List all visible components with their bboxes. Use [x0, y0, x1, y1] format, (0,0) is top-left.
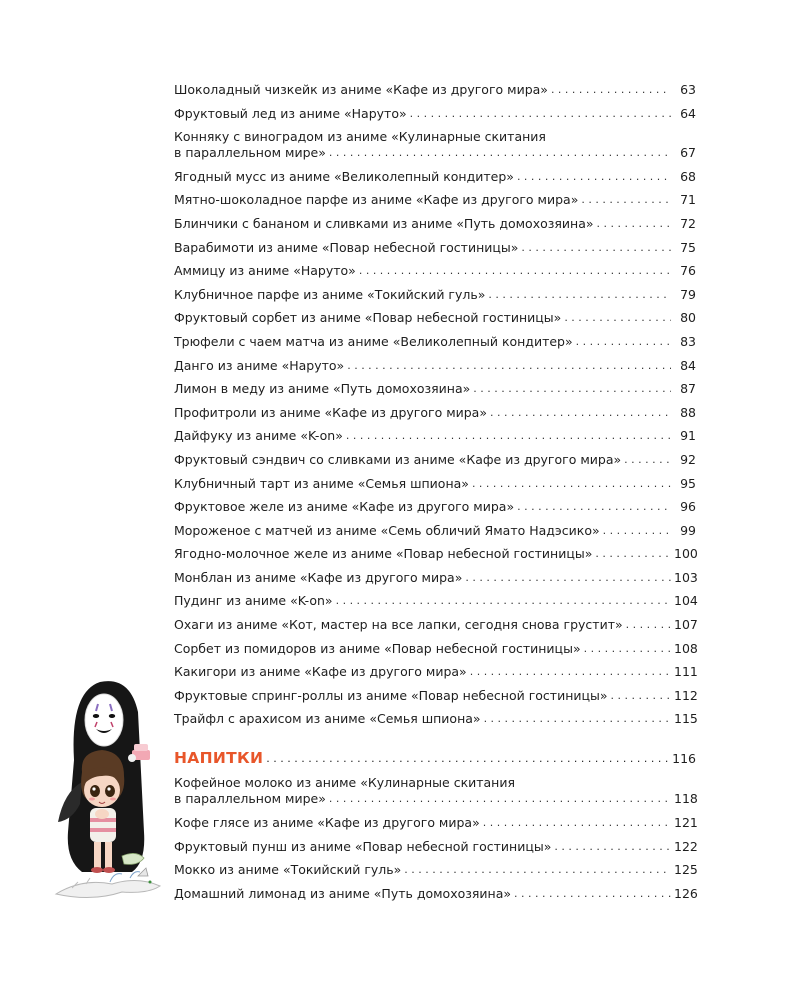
page-number: 79	[680, 286, 696, 302]
drink-entries-list	[174, 775, 696, 901]
toc-entry[interactable]	[174, 711, 696, 727]
toc-entry[interactable]	[174, 815, 696, 831]
page-number: 96	[680, 499, 696, 515]
toc-entry[interactable]	[174, 570, 696, 586]
toc-entry[interactable]	[174, 886, 696, 902]
dot-leader	[329, 791, 671, 807]
entry-title-line-1: Кофейное молоко из аниме «Кулинарные скитания	[174, 775, 515, 791]
toc-entry[interactable]	[174, 839, 696, 855]
page-number: 95	[680, 475, 696, 491]
toc-entry[interactable]	[174, 381, 696, 397]
page-number: 92	[680, 451, 696, 467]
entry-title: Ягодный мусс из аниме «Великолепный кондитер»	[174, 168, 514, 184]
anime-characters-illustration	[52, 672, 172, 942]
entry-title: Фруктовый сорбет из аниме «Повар небесной гостиницы»	[174, 310, 562, 326]
page-number: 118	[674, 791, 698, 807]
toc-entry[interactable]	[174, 82, 696, 98]
dot-leader	[517, 169, 671, 185]
page-number: 125	[674, 862, 698, 878]
entry-title: Мокко из аниме «Токийский гуль»	[174, 862, 402, 878]
dot-leader	[595, 546, 671, 562]
dot-leader	[336, 593, 671, 609]
toc-entry[interactable]	[174, 775, 696, 807]
toc-entry[interactable]	[174, 310, 696, 326]
toc-entry[interactable]	[174, 641, 696, 657]
entry-title: Трайфл с арахисом из аниме «Семья шпиона»	[174, 711, 481, 727]
dot-leader	[584, 641, 671, 657]
page-number: 126	[674, 885, 698, 901]
entry-title: Охаги из аниме «Кот, мастер на все лапки, сегодня снова грустит»	[174, 617, 623, 633]
toc-entry[interactable]	[174, 499, 696, 515]
entry-title-line-2: в параллельном мире»	[174, 791, 326, 807]
page-number: 71	[680, 192, 696, 208]
toc-entry[interactable]	[174, 452, 696, 468]
dot-leader	[266, 751, 669, 767]
page-number: 100	[674, 546, 698, 562]
table-of-contents	[174, 82, 696, 909]
entry-title: Шоколадный чизкейк из аниме «Кафе из другого мира»	[174, 82, 548, 97]
page-number: 68	[680, 168, 696, 184]
toc-entry[interactable]	[174, 617, 696, 633]
entry-title: Мятно-шоколадное парфе из аниме «Кафе из другого мира»	[174, 192, 579, 208]
entry-title-line-1: Конняку с виноградом из аниме «Кулинарные скитания	[174, 129, 546, 145]
entry-title: Аммицу из аниме «Наруто»	[174, 263, 356, 279]
toc-entry[interactable]	[174, 664, 696, 680]
dot-leader	[490, 405, 671, 421]
dot-leader	[359, 263, 671, 279]
entry-title: Данго из аниме «Наруто»	[174, 357, 345, 373]
toc-entry[interactable]	[174, 593, 696, 609]
page-number: 83	[680, 333, 696, 349]
dot-leader	[410, 106, 671, 122]
toc-entry[interactable]	[174, 334, 696, 350]
toc-entry[interactable]	[174, 129, 696, 161]
entry-title: Монблан из аниме «Кафе из другого мира»	[174, 569, 463, 585]
entry-title: Лимон в меду из аниме «Путь домохозяина»	[174, 381, 471, 397]
page-number: 121	[674, 815, 698, 831]
dot-leader	[624, 452, 671, 468]
toc-entry[interactable]	[174, 192, 696, 208]
entry-title: Пудинг из аниме «K-on»	[174, 593, 333, 609]
toc-entry[interactable]	[174, 862, 696, 878]
dot-leader	[472, 476, 671, 492]
entry-title: Фруктовый сэндвич со сливками из аниме «Кафе из другого мира»	[174, 451, 622, 467]
dot-leader	[483, 815, 671, 831]
dot-leader	[470, 664, 671, 680]
entry-title: Ягодно-молочное желе из аниме «Повар небесной гостиницы»	[174, 546, 593, 562]
toc-entry[interactable]	[174, 240, 696, 256]
page-number: 87	[680, 381, 696, 397]
page-number: 107	[674, 617, 698, 633]
toc-entry[interactable]	[174, 169, 696, 185]
toc-entry[interactable]	[174, 546, 696, 562]
toc-entry[interactable]	[174, 688, 696, 704]
dot-leader	[514, 886, 671, 902]
dot-leader	[473, 381, 671, 397]
page-number: 111	[674, 664, 698, 680]
toc-entry[interactable]	[174, 216, 696, 232]
dot-leader	[581, 192, 671, 208]
entry-title: Клубничный тарт из аниме «Семья шпиона»	[174, 475, 469, 491]
page-number: 67	[680, 145, 696, 161]
page-number: 122	[674, 838, 698, 854]
entry-title: Какигори из аниме «Кафе из другого мира»	[174, 664, 467, 680]
page-number: 116	[672, 751, 696, 767]
page-number: 84	[680, 357, 696, 373]
page-number: 75	[680, 239, 696, 255]
dot-leader	[564, 310, 671, 326]
entry-title-line-2: в параллельном мире»	[174, 145, 326, 161]
page-number: 115	[674, 711, 698, 727]
entry-title: Блинчики с бананом и сливками из аниме «Путь домохозяина»	[174, 215, 594, 231]
toc-entry[interactable]	[174, 263, 696, 279]
dot-leader	[603, 523, 671, 539]
dot-leader	[576, 334, 671, 350]
page-number: 112	[674, 687, 698, 703]
toc-entry[interactable]	[174, 405, 696, 421]
entry-title: Трюфели с чаем матча из аниме «Великолепный кондитер»	[174, 333, 573, 349]
dot-leader	[329, 145, 671, 161]
page-number: 103	[674, 569, 698, 585]
toc-entry[interactable]	[174, 523, 696, 539]
toc-entry[interactable]	[174, 106, 696, 122]
entry-title: Кофе глясе из аниме «Кафе из другого мира»	[174, 815, 480, 831]
page-number: 76	[680, 263, 696, 279]
dot-leader	[465, 570, 671, 586]
dot-leader	[484, 711, 671, 727]
dot-leader	[521, 240, 671, 256]
entry-title: Фруктовые спринг-роллы из аниме «Повар небесной гостиницы»	[174, 687, 608, 703]
dot-leader	[611, 688, 671, 704]
entry-title: Дайфуку из аниме «K-on»	[174, 428, 343, 444]
dot-leader	[626, 617, 671, 633]
dot-leader	[347, 358, 671, 374]
entry-title: Фруктовый пунш из аниме «Повар небесной гостиницы»	[174, 838, 552, 854]
section-title: НАПИТКИ	[174, 749, 264, 768]
toc-entry[interactable]	[174, 476, 696, 492]
entry-title: Домашний лимонад из аниме «Путь домохозяина»	[174, 885, 512, 901]
dot-leader	[488, 287, 671, 303]
page-number: 88	[680, 404, 696, 420]
dot-leader	[551, 82, 671, 98]
page-number: 104	[674, 593, 698, 609]
toc-entry[interactable]	[174, 428, 696, 444]
entry-title: Фруктовое желе из аниме «Кафе из другого мира»	[174, 499, 515, 515]
page-number: 99	[680, 522, 696, 538]
dot-leader	[346, 428, 671, 444]
page-number: 91	[680, 428, 696, 444]
page-number: 64	[680, 105, 696, 121]
page-number: 63	[680, 82, 696, 97]
dessert-entries-list	[174, 82, 696, 727]
toc-entry[interactable]	[174, 287, 696, 303]
dot-leader	[597, 216, 671, 232]
dot-leader	[554, 839, 671, 855]
entry-title: Профитроли из аниме «Кафе из другого мира»	[174, 404, 487, 420]
entry-title: Клубничное парфе из аниме «Токийский гуль»	[174, 286, 486, 302]
entry-title: Сорбет из помидоров из аниме «Повар небесной гостиницы»	[174, 640, 581, 656]
entry-title: Фруктовый лед из аниме «Наруто»	[174, 105, 407, 121]
entry-title: Мороженое с матчей из аниме «Семь обличий Ямато Надэсико»	[174, 522, 600, 538]
dot-leader	[517, 499, 671, 515]
page-number: 72	[680, 215, 696, 231]
toc-entry[interactable]	[174, 358, 696, 374]
page-number: 80	[680, 310, 696, 326]
drinks-section-heading[interactable]	[174, 749, 696, 767]
entry-title: Варабимоти из аниме «Повар небесной гостиницы»	[174, 239, 519, 255]
dot-leader	[404, 862, 671, 878]
page-number: 108	[674, 640, 698, 656]
